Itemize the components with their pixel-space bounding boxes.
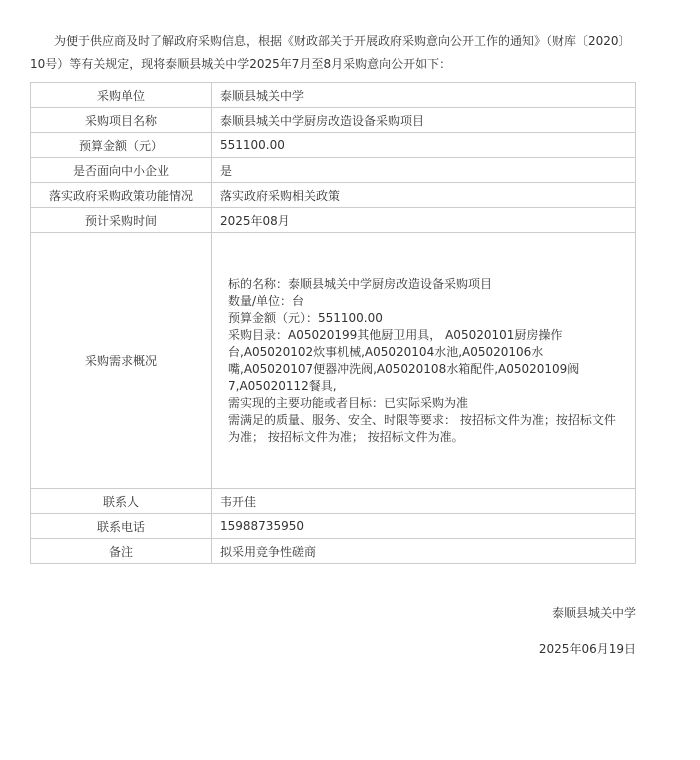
table-row xyxy=(31,514,636,539)
row-label: 联系电话 xyxy=(31,514,212,539)
summary-line: 预算金额（元）：551100.00 xyxy=(228,310,383,325)
summary-line: 数量/单位：台 xyxy=(228,293,305,308)
row-label: 落实政府采购政策功能情况 xyxy=(31,183,212,208)
table-row xyxy=(31,158,636,183)
procurement-intent-table xyxy=(30,82,636,564)
row-value: 2025年08月 xyxy=(212,208,636,233)
table-row xyxy=(31,208,636,233)
row-label: 预计采购时间 xyxy=(31,208,212,233)
table-row xyxy=(31,489,636,514)
summary-content xyxy=(212,233,636,489)
table-row xyxy=(31,108,636,133)
signature-org: 泰顺县城关中学 xyxy=(551,606,636,620)
row-value: 551100.00 xyxy=(212,133,636,158)
table-row xyxy=(31,83,636,108)
row-value: 15988735950 xyxy=(212,514,636,539)
row-value: 是 xyxy=(212,158,636,183)
row-value: 落实政府采购相关政策 xyxy=(212,183,636,208)
row-label: 联系人 xyxy=(31,489,212,514)
summary-line: 采购目录：A05020199其他厨卫用具， A05020101厨房操作台,A05020102炊事机械,A05020104水池,A05020106水嘴,A05020107便器冲洗阀,A05020108水箱配件,A05020109阀7,A05020112餐具, xyxy=(228,327,580,393)
row-label: 备注 xyxy=(31,539,212,564)
summary-line: 需满足的质量、服务、安全、时限等要求： 按招标文件为准；按招标文件为准； 按招标文件为准； 按招标文件为准。 xyxy=(228,412,616,444)
row-label: 采购单位 xyxy=(31,83,212,108)
summary-line: 需实现的主要功能或者目标：已实际采购为准 xyxy=(228,395,469,410)
row-value: 泰顺县城关中学厨房改造设备采购项目 xyxy=(212,108,636,133)
intro-paragraph: 为便于供应商及时了解政府采购信息，根据《财政部关于开展政府采购意向公开工作的通知》（财库〔2020〕10号）等有关规定，现将泰顺县城关中学2025年7月至8月采购意向公开如下： xyxy=(30,34,631,71)
table-row-summary xyxy=(31,233,636,489)
signature-date: 2025年06月19日 xyxy=(538,642,636,656)
row-value: 拟采用竞争性磋商 xyxy=(212,539,636,564)
row-label: 采购需求概况 xyxy=(31,233,212,489)
row-label: 是否面向中小企业 xyxy=(31,158,212,183)
table-row xyxy=(31,133,636,158)
summary-line: 标的名称：泰顺县城关中学厨房改造设备采购项目 xyxy=(228,276,493,291)
table-row xyxy=(31,183,636,208)
row-label: 采购项目名称 xyxy=(31,108,212,133)
row-value: 泰顺县城关中学 xyxy=(212,83,636,108)
row-value: 韦开佳 xyxy=(212,489,636,514)
table-row xyxy=(31,539,636,564)
row-label: 预算金额（元） xyxy=(31,133,212,158)
